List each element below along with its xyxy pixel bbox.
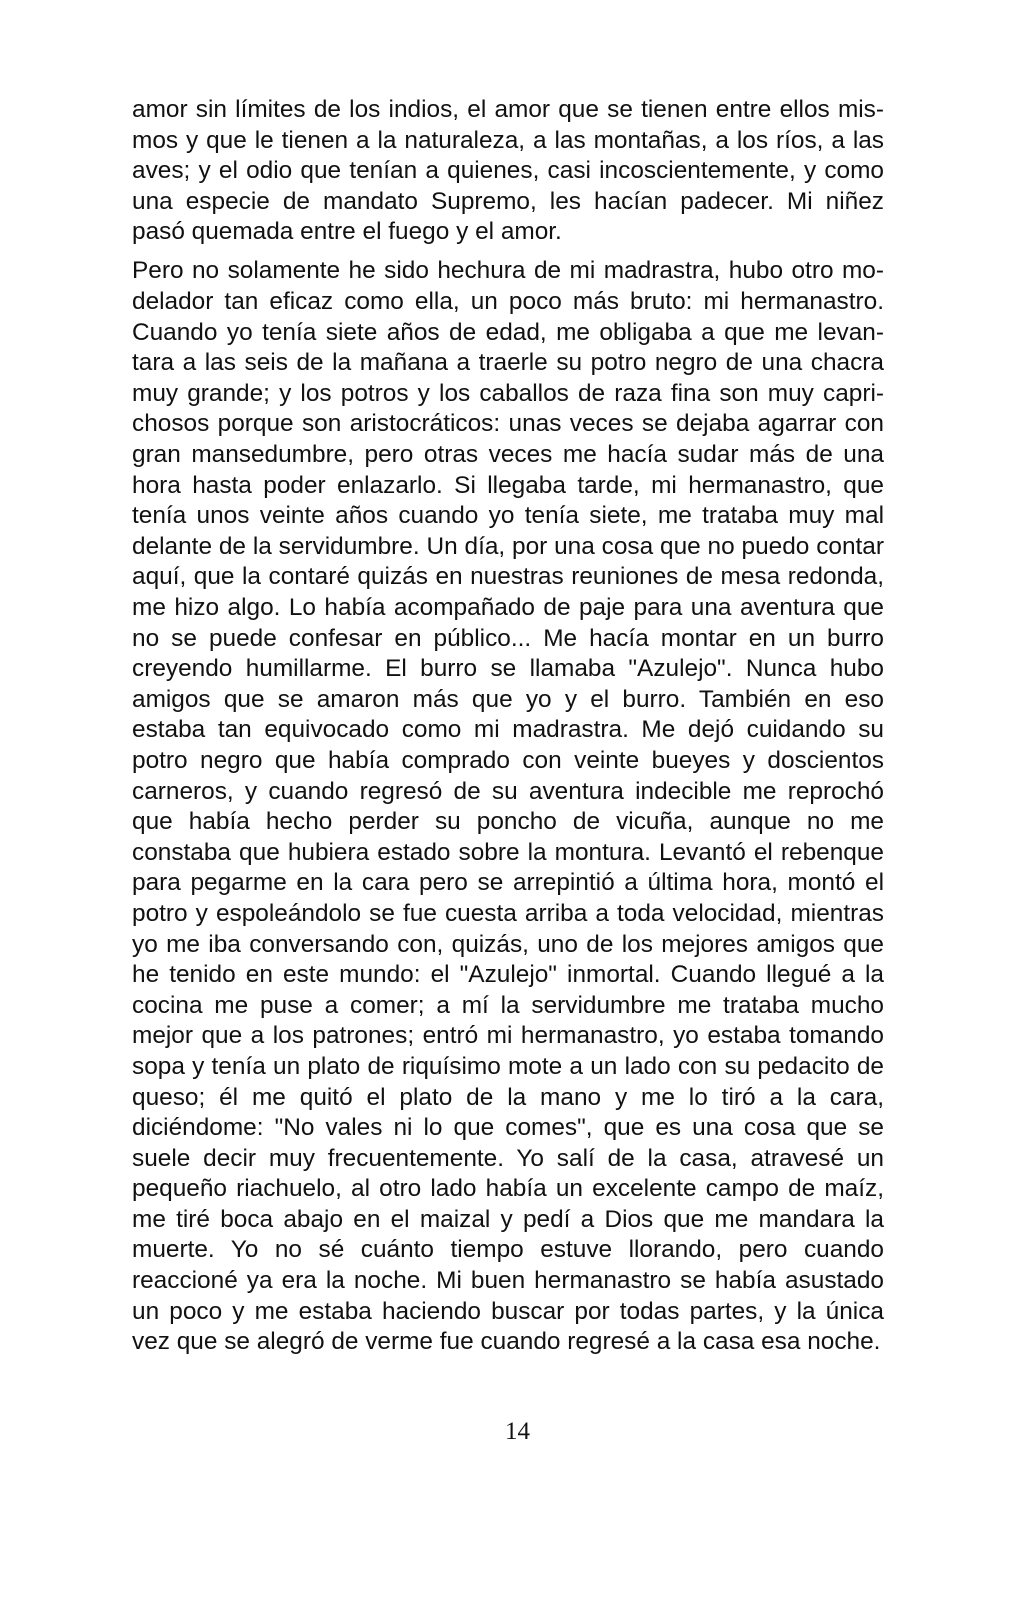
page-number: 14 xyxy=(505,1418,530,1445)
paragraph-2: Pero no solamente he sido hechura de mi madrastra, hubo otro modelador tan eficaz como ella, un poco más bruto: mi hermanastro. Cuando yo tenía siete años de edad, me obligaba a que me levantara a las seis de la mañana a traerle su potro negro de una chacra muy grande; y los potros y los caballos de raza fina son muy caprichosos porque son aristocráticos: unas veces se dejaba agarrar con gran mansedumbre, pero otras veces me hacía sudar más de una hora hasta poder enlazarlo. Si llegaba tarde, mi hermanastro, que tenía unos veinte años cuando yo tenía siete, me trataba muy mal delante de la servidumbre. Un día, por una cosa que no puedo contar aquí, que la contaré quizás en nuestras reuniones de mesa redonda, me hizo algo. Lo había acompañado de paje para una aventura que no se puede confesar en público... Me hacía montar en un burro creyendo humillarme. El burro se llamaba "Azulejo". Nunca hubo amigos que se amaron más que yo y el burro. También en eso estaba tan equivocado como mi madrastra. Me dejó cuidando su potro negro que había comprado con veinte bueyes y doscientos carneros, y cuando regresó de su aventura indecible me reprochó que había hecho perder su poncho de vicuña, aunque no me constaba que hubiera estado sobre la montura. Levantó el rebenque para pegarme en la cara pero se arrepintió a última hora, montó el potro y espoleándolo se fue cuesta arriba a toda velocidad, mientras yo me iba conversando con, quizás, uno de los mejores amigos que he tenido en este mundo: el "Azulejo" inmortal. Cuando llegué a la cocina me puse a comer; a mí la servidumbre me trataba mucho mejor que a los patrones; entró mi hermanastro, yo estaba tomando sopa y tenía un plato de riquísimo mote a un lado con su pedacito de queso; él me quitó el plato de la mano y me lo tiró a la cara, diciéndome: "No vales ni lo que comes", que es una cosa que se suele decir muy frecuentemente. Yo salí de la casa, atravesé un pequeño riachuelo, al otro lado había un excelente campo de maíz, me tiré boca abajo en el maizal y pedí a Dios que me mandara la muerte. Yo no sé cuánto tiempo estuve llorando, pero cuando reaccioné ya era la noche. Mi buen hermanastro se había asustado un poco y me estaba haciendo buscar por todas partes, y la única vez que se alegró de verme fue cuando regresé a la casa esa noche. xyxy=(132,257,884,1356)
body-text xyxy=(132,95,884,1358)
paragraph-1: amor sin límites de los indios, el amor que se tienen entre ellos mismos y que le tienen a la naturaleza, a las montañas, a los ríos, a las aves; y el odio que tenían a quienes, casi incoscientemente, y como una especie de mandato Supremo, les hacían padecer. Mi niñez pasó quemada entre el fuego y el amor. xyxy=(132,96,884,246)
